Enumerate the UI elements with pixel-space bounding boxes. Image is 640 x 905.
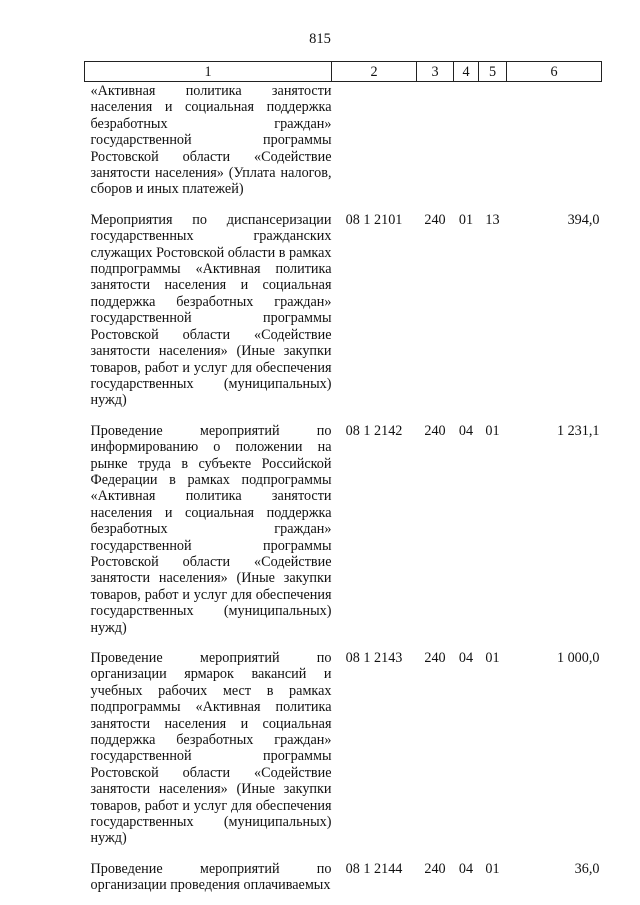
- row-amount: 394,0: [567, 211, 600, 228]
- row-amount: [507, 82, 602, 198]
- row-section: 04: [458, 860, 474, 877]
- row-section: 04: [458, 650, 474, 666]
- row-amount: 1 000,0: [556, 650, 600, 666]
- row-expense-type: 240: [424, 860, 446, 877]
- column-header-6: 6: [507, 62, 602, 82]
- row-section: [454, 82, 479, 198]
- row-target-code: [332, 82, 417, 198]
- column-header-5: 5: [479, 62, 507, 82]
- table-row: [85, 198, 602, 409]
- row-amount: 1 231,1: [556, 422, 600, 439]
- row-expense-type: 240: [424, 422, 446, 439]
- row-description: Мероприятия по диспансеризации государственных гражданских служащих Ростовской области в рамках подпрограммы «Активная политика занятости населения и социальная поддержка безработных граждан» государственной программы Ростовской области «Содействие занятости населения» (Иные закупки товаров, работ и услуг для обеспечения государственных (муниципальных) нужд): [90, 211, 332, 409]
- row-expense-type: 240: [424, 650, 446, 666]
- column-header-4: 4: [454, 62, 479, 82]
- row-target-code: 08 1 2142: [345, 422, 403, 439]
- budget-table: [84, 61, 602, 894]
- row-description: Проведение мероприятий по организации ярмарок вакансий и учебных рабочих мест в рамках подпрограммы «Активная политика занятости населения и социальная поддержка безработных граждан» государственной программы Ростовской области «Содействие занятости населения» (Иные закупки товаров, работ и услуг для обеспечения государственных (муниципальных) нужд): [90, 650, 332, 847]
- header-row: [85, 62, 602, 82]
- row-subsection: 13: [485, 211, 500, 228]
- row-section: 01: [458, 211, 474, 228]
- row-target-code: 08 1 2144: [345, 860, 403, 877]
- row-amount: 36,0: [574, 860, 600, 877]
- column-header-2: 2: [332, 62, 417, 82]
- table-row: [85, 409, 602, 636]
- row-subsection: 01: [485, 650, 500, 666]
- column-header-1: 1: [85, 62, 332, 82]
- row-subsection: 01: [485, 422, 500, 439]
- row-target-code: 08 1 2143: [345, 650, 403, 666]
- table-row: [85, 847, 602, 894]
- row-expense-type: 240: [424, 211, 446, 228]
- table-body: [85, 82, 602, 894]
- row-description: Проведение мероприятий по организации проведения оплачиваемых: [90, 860, 332, 894]
- row-description: Проведение мероприятий по информированию о положении на рынке труда в субъекте Российской Федерации в рамках подпрограммы «Активная политика занятости населения и социальная поддержка безработных граждан» государственной программы Ростовской области «Содействие занятости населения» (Иные закупки товаров, работ и услуг для обеспечения государственных (муниципальных) нужд): [90, 422, 332, 636]
- column-header-3: 3: [417, 62, 454, 82]
- table-row: [85, 82, 602, 198]
- row-description: «Активная политика занятости населения и социальная поддержка безработных граждан» государственной программы Ростовской области «Содействие занятости населения» (Уплата налогов, сборов и иных платежей): [90, 83, 332, 198]
- table-header: [85, 62, 602, 82]
- page-number: 815: [309, 31, 331, 47]
- row-subsection: 01: [485, 860, 500, 877]
- row-section: 04: [458, 422, 474, 439]
- row-target-code: 08 1 2101: [345, 211, 403, 228]
- row-expense-type: [417, 82, 454, 198]
- row-subsection: [479, 82, 507, 198]
- table-row: [85, 636, 602, 847]
